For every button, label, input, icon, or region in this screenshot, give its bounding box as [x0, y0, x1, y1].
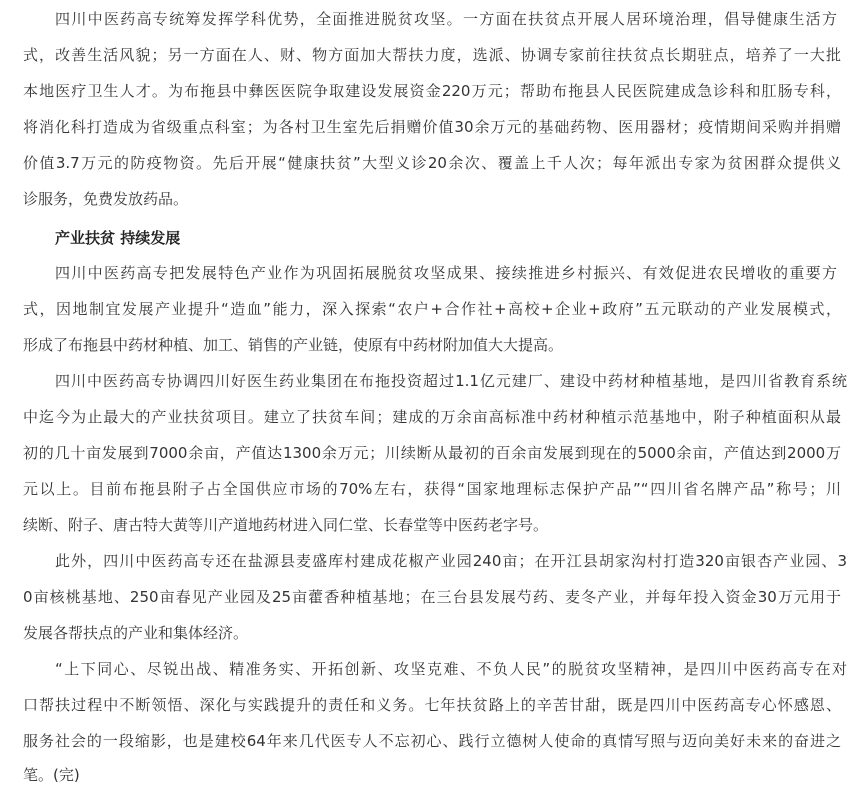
- paragraph-line: 将消化科打造成为省级重点科室；为各村卫生室先后捐赠价值30余万元的基础药物、医用器材；疫情期间采购并捐赠: [23, 118, 841, 136]
- paragraph-line: 此外，四川中医药高专还在盐源县麦盛库村建成花椒产业园240亩；在开江县胡家沟村打造320亩银杏产业园、3: [55, 552, 847, 570]
- paragraph-line: 式，改善生活风貌；另一方面在人、财、物方面加大帮扶力度，选派、协调专家前往扶贫点长期驻点，培养了一大批: [23, 46, 841, 64]
- paragraph-line: 口帮扶过程中不断领悟、深化与实践提升的责任和义务。七年扶贫路上的辛苦甘甜，既是四川中医药高专心怀感恩、: [23, 696, 841, 714]
- paragraph-line: 诊服务，免费发放药品。: [23, 190, 189, 208]
- paragraph-line: “上下同心、尽锐出战、精准务实、开拓创新、攻坚克难、不负人民”的脱贫攻坚精神，是四川中医药高专在对: [55, 660, 847, 678]
- paragraph-line: 本地医疗卫生人才。为布拖县中彝医医院争取建设发展资金220万元；帮助布拖县人民医院建成急诊科和肛肠专科，: [23, 82, 841, 100]
- paragraph-line: 初的几十亩发展到7000余亩，产值达1300余万元；川续断从最初的百余亩发展到现在的5000余亩，产值达到2000万: [23, 444, 841, 462]
- paragraph-line: 式，因地制宜发展产业提升“造血”能力，深入探索“农户+合作社+高校+企业+政府”五元联动的产业发展模式，: [23, 300, 841, 318]
- paragraph-line: 笔。(完): [23, 766, 80, 784]
- paragraph-line: 中迄今为止最大的产业扶贫项目。建立了扶贫车间；建成的万余亩高标准中药材种植示范基地中，附子种植面积从最: [23, 408, 841, 426]
- paragraph-line: 服务社会的一段缩影，也是建校64年来几代医专人不忘初心、践行立德树人使命的真情写照与迈向美好未来的奋进之: [23, 732, 841, 750]
- section-heading: 产业扶贫 持续发展: [55, 229, 181, 247]
- paragraph-line: 0亩核桃基地、250亩春见产业园及25亩藿香种植基地；在三台县发展芍药、麦冬产业，并每年投入资金30万元用于: [23, 588, 841, 606]
- paragraph-line: 四川中医药高专协调四川好医生药业集团在布拖投资超过1.1亿元建厂、建设中药材种植基地，是四川省教育系统: [55, 372, 847, 390]
- paragraph-line: 元以上。目前布拖县附子占全国供应市场的70%左右，获得“国家地理标志保护产品”“四川省名牌产品”称号；川: [23, 480, 841, 498]
- paragraph-line: 价值3.7万元的防疫物资。先后开展“健康扶贫”大型义诊20余次、覆盖上千人次；每年派出专家为贫困群众提供义: [23, 154, 841, 172]
- paragraph-line: 形成了布拖县中药材种植、加工、销售的产业链，使原有中药材附加值大大提高。: [23, 336, 564, 354]
- paragraph-line: 四川中医药高专统筹发挥学科优势，全面推进脱贫攻坚。一方面在扶贫点开展人居环境治理，倡导健康生活方: [55, 10, 837, 28]
- paragraph-line: 续断、附子、唐古特大黄等川产道地药材进入同仁堂、长春堂等中医药老字号。: [23, 516, 549, 534]
- paragraph-line: 四川中医药高专把发展特色产业作为巩固拓展脱贫攻坚成果、接续推进乡村振兴、有效促进农民增收的重要方: [55, 264, 837, 282]
- paragraph-line: 发展各帮扶点的产业和集体经济。: [23, 624, 249, 642]
